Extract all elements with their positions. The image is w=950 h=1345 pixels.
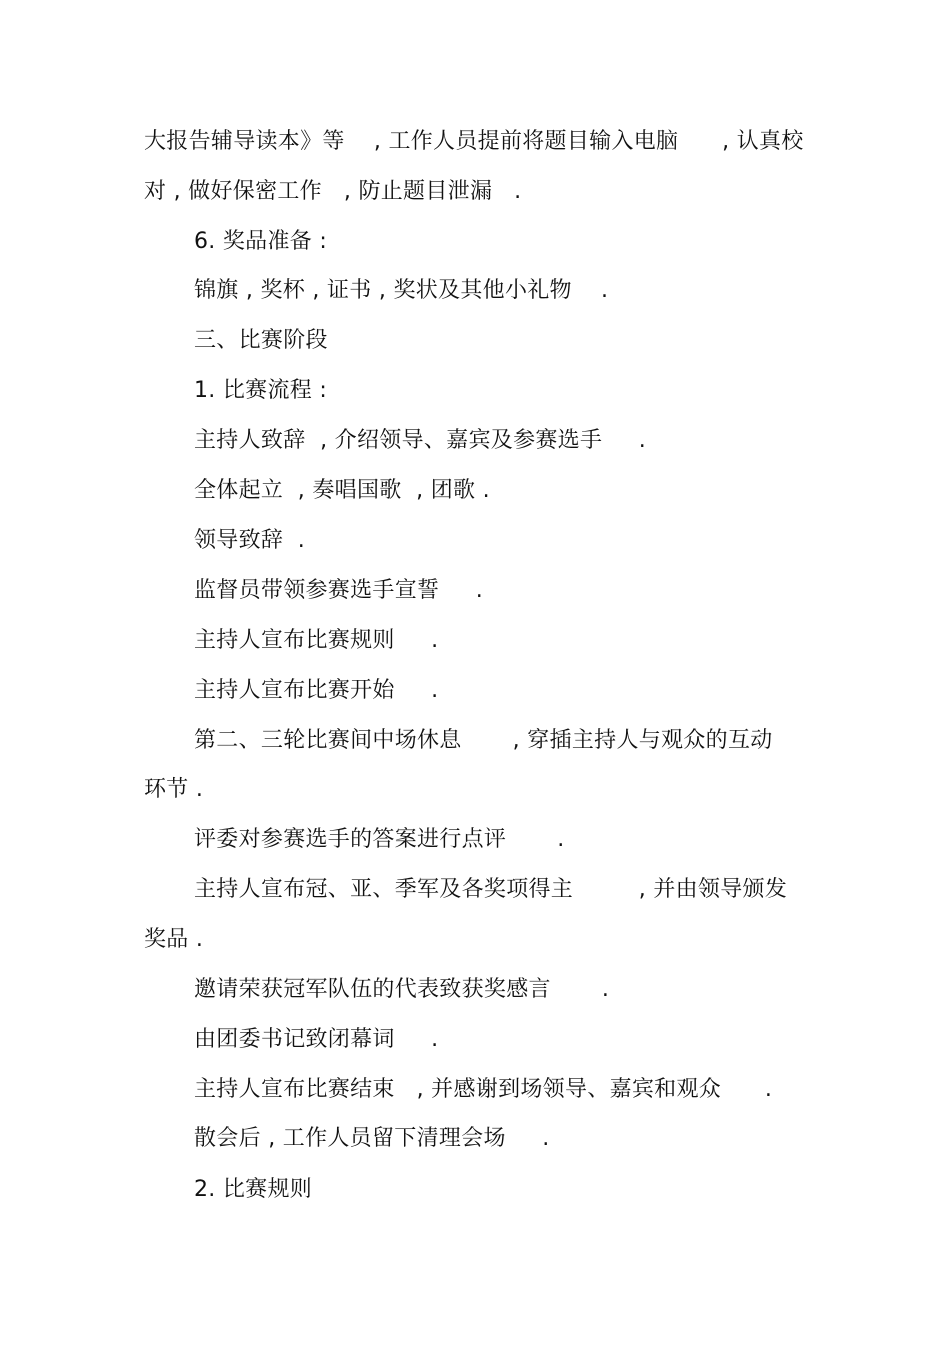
paragraph-line-19: 由团委书记致闭幕词 .	[194, 1027, 439, 1052]
paragraph-line-2: 对 , 做好保密工作 , 防止题目泄漏 .	[144, 179, 522, 204]
section-heading-prizes: 6. 奖品准备 :	[194, 229, 328, 254]
paragraph-line-1: 大报告辅导读本》等 , 工作人员提前将题目输入电脑 , 认真校	[144, 129, 804, 154]
paragraph-line-18: 邀请荣获冠军队伍的代表致获奖感言 .	[194, 977, 610, 1002]
paragraph-line-10: 监督员带领参赛选手宣誓 .	[194, 578, 484, 603]
section-heading-process: 1. 比赛流程 :	[194, 378, 328, 403]
paragraph-line-17: 奖品 .	[144, 927, 204, 952]
paragraph-line-11: 主持人宣布比赛规则 .	[194, 628, 439, 653]
paragraph-line-14: 环节 .	[144, 777, 204, 802]
section-heading-competition-stage: 三、比赛阶段	[194, 328, 328, 353]
paragraph-line-15: 评委对参赛选手的答案进行点评 .	[194, 827, 565, 852]
paragraph-line-13: 第二、三轮比赛间中场休息 , 穿插主持人与观众的互动	[194, 728, 773, 753]
section-heading-rules: 2. 比赛规则	[194, 1177, 313, 1202]
paragraph-line-7: 主持人致辞 , 介绍领导、嘉宾及参赛选手 .	[194, 428, 647, 453]
paragraph-line-21: 散会后 , 工作人员留下清理会场 .	[194, 1126, 550, 1151]
paragraph-line-20: 主持人宣布比赛结束 , 并感谢到场领导、嘉宾和观众 .	[194, 1077, 773, 1102]
paragraph-line-9: 领导致辞 .	[194, 528, 306, 553]
paragraph-line-12: 主持人宣布比赛开始 .	[194, 678, 439, 703]
paragraph-line-8: 全体起立 , 奏唱国歌 , 团歌 .	[194, 478, 490, 503]
paragraph-line-16: 主持人宣布冠、亚、季军及各奖项得主 , 并由领导颁发	[194, 877, 788, 902]
paragraph-line-4: 锦旗 , 奖杯 , 证书 , 奖状及其他小礼物 .	[194, 278, 609, 303]
